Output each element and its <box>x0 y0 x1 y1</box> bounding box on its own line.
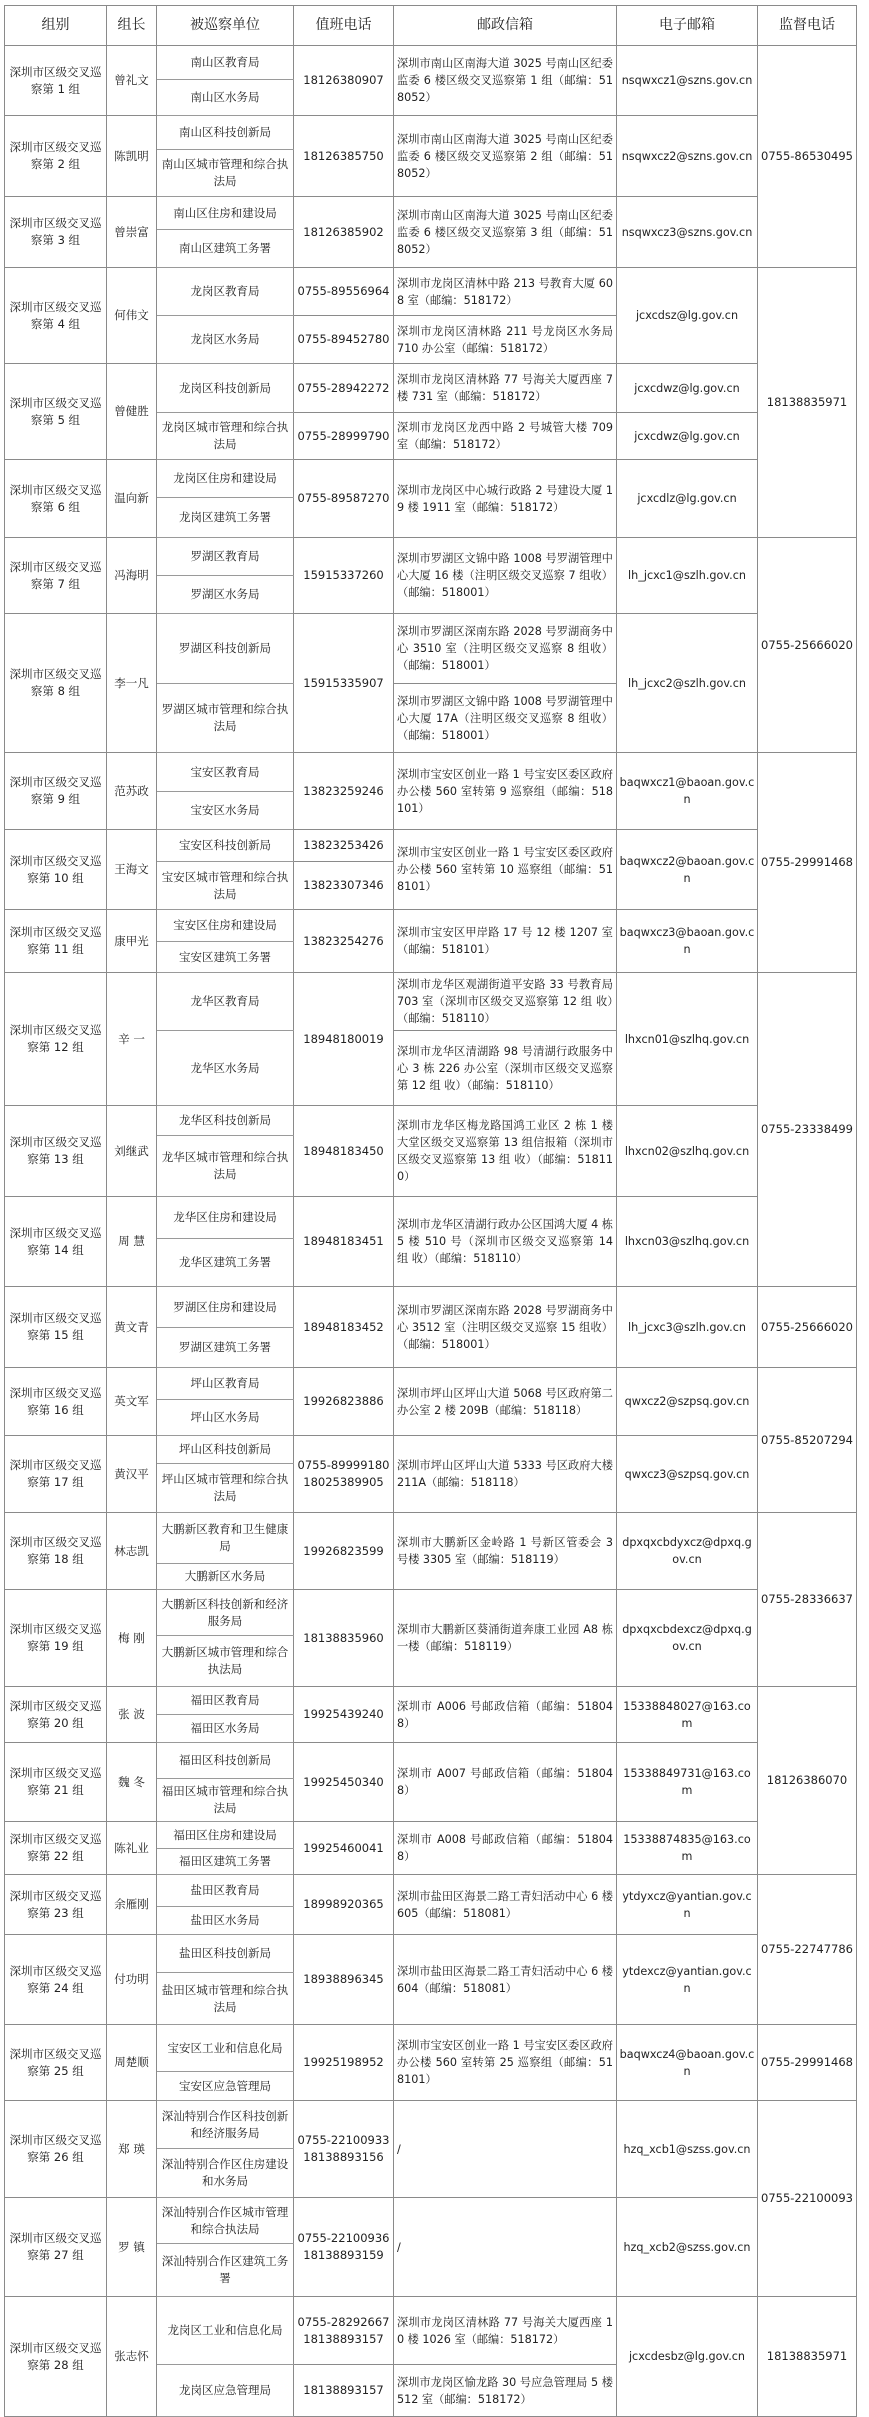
header-email: 电子邮箱 <box>617 6 758 46</box>
table-row <box>5 1287 857 1328</box>
leader-cell: 余雁刚 <box>107 1875 157 1935</box>
group-name-cell: 深圳市区级交叉巡察第 2 组 <box>5 116 107 197</box>
table-row <box>5 1368 857 1400</box>
inspected-unit-cell: 罗湖区城市管理和综合执法局 <box>157 684 294 753</box>
table-row <box>5 364 857 413</box>
leader-cell: 辛 一 <box>107 973 157 1106</box>
mailbox-address-cell: 深圳市盐田区海景二路工青妇活动中心 6 楼 604（邮编：518081） <box>394 1935 617 2025</box>
duty-phone-cell: 0755-89587270 <box>294 460 394 538</box>
email-cell: baqwxcz1@baoan.gov.cn <box>617 753 758 830</box>
inspected-unit-cell: 深汕特别合作区城市管理和综合执法局 <box>157 2198 294 2244</box>
mailbox-address-cell: 深圳市龙岗区清林路 211 号龙岗区水务局 710 办公室（邮编：518172） <box>394 316 617 364</box>
inspected-unit-cell: 大鹏新区科技创新和经济服务局 <box>157 1590 294 1636</box>
inspected-unit-cell: 盐田区水务局 <box>157 1907 294 1935</box>
inspected-unit-cell: 罗湖区住房和建设局 <box>157 1287 294 1328</box>
leader-cell: 黄文青 <box>107 1287 157 1368</box>
leader-cell: 付功明 <box>107 1935 157 2025</box>
supervision-phone-cell: 0755-22100093 <box>758 2101 857 2297</box>
inspected-unit-cell: 福田区住房和建设局 <box>157 1822 294 1849</box>
duty-phone-cell: 0755-28999790 <box>294 413 394 460</box>
duty-phone-cell: 13823259246 <box>294 753 394 830</box>
table-row <box>5 973 857 1031</box>
inspected-unit-cell: 龙岗区工业和信息化局 <box>157 2297 294 2365</box>
mailbox-address-cell: 深圳市龙华区观湖街道平安路 33 号教育局 703 室（深圳市区级交叉巡察第 12 组 收）（邮编：518110） <box>394 973 617 1031</box>
duty-phone-cell: 18138835960 <box>294 1590 394 1687</box>
email-cell: hzq_xcb1@szss.gov.cn <box>617 2101 758 2198</box>
leader-cell: 林志凯 <box>107 1513 157 1590</box>
duty-phone-cell: 18948183450 <box>294 1106 394 1197</box>
inspected-unit-cell: 南山区住房和建设局 <box>157 197 294 230</box>
inspected-unit-cell: 福田区建筑工务署 <box>157 1849 294 1875</box>
duty-phone-cell: 0755-22100936 18138893159 <box>294 2198 394 2297</box>
group-name-cell: 深圳市区级交叉巡察第 25 组 <box>5 2025 107 2101</box>
email-cell: baqwxcz3@baoan.gov.cn <box>617 910 758 973</box>
group-name-cell: 深圳市区级交叉巡察第 7 组 <box>5 538 107 614</box>
duty-phone-cell: 18998920365 <box>294 1875 394 1935</box>
inspected-unit-cell: 宝安区建筑工务署 <box>157 942 294 973</box>
supervision-phone-cell: 0755-22747786 <box>758 1875 857 2025</box>
duty-phone-cell: 18938896345 <box>294 1935 394 2025</box>
inspected-unit-cell: 盐田区科技创新局 <box>157 1935 294 1973</box>
group-name-cell: 深圳市区级交叉巡察第 23 组 <box>5 1875 107 1935</box>
mailbox-address-cell: 深圳市 A007 号邮政信箱（邮编：518048） <box>394 1743 617 1822</box>
table-row <box>5 1197 857 1239</box>
leader-cell: 王海文 <box>107 830 157 910</box>
group-name-cell: 深圳市区级交叉巡察第 1 组 <box>5 46 107 116</box>
table-row <box>5 1590 857 1636</box>
inspected-unit-cell: 罗湖区建筑工务署 <box>157 1328 294 1368</box>
duty-phone-cell: 0755-89556964 <box>294 268 394 316</box>
inspected-unit-cell: 坪山区城市管理和综合执法局 <box>157 1464 294 1513</box>
leader-cell: 黄汉平 <box>107 1436 157 1513</box>
group-name-cell: 深圳市区级交叉巡察第 21 组 <box>5 1743 107 1822</box>
mailbox-address-cell: 深圳市龙岗区清林中路 213 号教育大厦 608 室（邮编：518172） <box>394 268 617 316</box>
table-row <box>5 753 857 792</box>
inspected-unit-cell: 宝安区水务局 <box>157 792 294 830</box>
supervision-phone-cell: 0755-23338499 <box>758 973 857 1287</box>
table-row <box>5 197 857 230</box>
email-cell: baqwxcz2@baoan.gov.cn <box>617 830 758 910</box>
mailbox-address-cell: 深圳市大鹏新区金岭路 1 号新区管委会 3 号楼 3305 室（邮编：518119） <box>394 1513 617 1590</box>
inspected-unit-cell: 宝安区城市管理和综合执法局 <box>157 862 294 910</box>
leader-cell: 罗 镇 <box>107 2198 157 2297</box>
inspected-unit-cell: 深汕特别合作区住房建设和水务局 <box>157 2149 294 2198</box>
inspected-unit-cell: 宝安区住房和建设局 <box>157 910 294 942</box>
group-name-cell: 深圳市区级交叉巡察第 28 组 <box>5 2297 107 2417</box>
duty-phone-cell: 19925450340 <box>294 1743 394 1822</box>
leader-cell: 梅 刚 <box>107 1590 157 1687</box>
group-name-cell: 深圳市区级交叉巡察第 11 组 <box>5 910 107 973</box>
header-mailbox: 邮政信箱 <box>394 6 617 46</box>
inspected-unit-cell: 龙岗区应急管理局 <box>157 2365 294 2417</box>
leader-cell: 曾礼文 <box>107 46 157 116</box>
header-group: 组别 <box>5 6 107 46</box>
table-row <box>5 1106 857 1136</box>
duty-phone-cell: 18126385750 <box>294 116 394 197</box>
table-row <box>5 460 857 498</box>
group-name-cell: 深圳市区级交叉巡察第 15 组 <box>5 1287 107 1368</box>
duty-phone-cell: 0755-89452780 <box>294 316 394 364</box>
duty-phone-cell: 15915337260 <box>294 538 394 614</box>
group-name-cell: 深圳市区级交叉巡察第 6 组 <box>5 460 107 538</box>
leader-cell: 曾健胜 <box>107 364 157 460</box>
inspected-unit-cell: 盐田区城市管理和综合执法局 <box>157 1973 294 2025</box>
mailbox-address-cell: 深圳市龙岗区中心城行政路 2 号建设大厦 19 楼 1911 室（邮编：518172） <box>394 460 617 538</box>
inspected-unit-cell: 龙岗区科技创新局 <box>157 364 294 413</box>
group-name-cell: 深圳市区级交叉巡察第 17 组 <box>5 1436 107 1513</box>
inspected-unit-cell: 盐田区教育局 <box>157 1875 294 1907</box>
leader-cell: 魏 冬 <box>107 1743 157 1822</box>
group-name-cell: 深圳市区级交叉巡察第 26 组 <box>5 2101 107 2198</box>
inspected-unit-cell: 罗湖区水务局 <box>157 576 294 614</box>
table-row <box>5 538 857 576</box>
group-name-cell: 深圳市区级交叉巡察第 27 组 <box>5 2198 107 2297</box>
mailbox-address-cell: 深圳市罗湖区深南东路 2028 号罗湖商务中心 3510 室（注明区级交叉巡察 8 组收）（邮编：518001） <box>394 614 617 684</box>
mailbox-address-cell: 深圳市南山区南海大道 3025 号南山区纪委监委 6 楼区级交叉巡察第 3 组（邮编：518052） <box>394 197 617 268</box>
duty-phone-cell: 0755-28942272 <box>294 364 394 413</box>
leader-cell: 张 波 <box>107 1687 157 1743</box>
mailbox-address-cell: 深圳市宝安区甲岸路 17 号 12 楼 1207 室（邮编：518101） <box>394 910 617 973</box>
header-leader: 组长 <box>107 6 157 46</box>
table-body <box>5 46 857 2417</box>
mailbox-address-cell: 深圳市大鹏新区葵涌街道奔康工业园 A8 栋一楼（邮编：518119） <box>394 1590 617 1687</box>
duty-phone-cell: 0755-22100933 18138893156 <box>294 2101 394 2198</box>
mailbox-address-cell: 深圳市龙岗区清林路 77 号海关大厦西座 10 楼 1026 室（邮编：518172） <box>394 2297 617 2365</box>
inspected-unit-cell: 龙华区科技创新局 <box>157 1106 294 1136</box>
email-cell: nsqwxcz1@szns.gov.cn <box>617 46 758 116</box>
table-row <box>5 910 857 942</box>
mailbox-address-cell: 深圳市罗湖区文锦中路 1008 号罗湖管理中心大厦 17A（注明区级交叉巡察 8 组收）（邮编：518001） <box>394 684 617 753</box>
leader-cell: 何伟文 <box>107 268 157 364</box>
group-name-cell: 深圳市区级交叉巡察第 22 组 <box>5 1822 107 1875</box>
group-name-cell: 深圳市区级交叉巡察第 10 组 <box>5 830 107 910</box>
mailbox-address-cell: 深圳市宝安区创业一路 1 号宝安区委区政府办公楼 560 室转第 25 巡察组（邮编：518101） <box>394 2025 617 2101</box>
mailbox-address-cell: 深圳市坪山区坪山大道 5333 号区政府大楼 211A（邮编：518118） <box>394 1436 617 1513</box>
group-name-cell: 深圳市区级交叉巡察第 9 组 <box>5 753 107 830</box>
email-cell: baqwxcz4@baoan.gov.cn <box>617 2025 758 2101</box>
inspected-unit-cell: 南山区教育局 <box>157 46 294 80</box>
table-row <box>5 2025 857 2072</box>
table-row <box>5 1935 857 1973</box>
leader-cell: 陈凯明 <box>107 116 157 197</box>
mailbox-address-cell: 深圳市南山区南海大道 3025 号南山区纪委监委 6 楼区级交叉巡察第 2 组（邮编：518052） <box>394 116 617 197</box>
mailbox-address-cell: 深圳市龙华区清湖路 98 号清湖行政服务中心 3 栋 226 办公室（深圳市区级交叉巡察第 12 组 收）（邮编：518110） <box>394 1031 617 1106</box>
group-name-cell: 深圳市区级交叉巡察第 3 组 <box>5 197 107 268</box>
mailbox-address-cell: 深圳市罗湖区文锦中路 1008 号罗湖管理中心大厦 16 楼（注明区级交叉巡察 7 组收）（邮编：518001） <box>394 538 617 614</box>
mailbox-address-cell: 深圳市宝安区创业一路 1 号宝安区委区政府办公楼 560 室转第 9 巡察组（邮编：518101） <box>394 753 617 830</box>
email-cell: 15338848027@163.com <box>617 1687 758 1743</box>
duty-phone-cell: 18948180019 <box>294 973 394 1106</box>
inspected-unit-cell: 龙岗区水务局 <box>157 316 294 364</box>
group-name-cell: 深圳市区级交叉巡察第 8 组 <box>5 614 107 753</box>
table-row <box>5 830 857 862</box>
mailbox-address-cell: 深圳市南山区南海大道 3025 号南山区纪委监委 6 楼区级交叉巡察第 1 组（邮编：518052） <box>394 46 617 116</box>
mailbox-address-cell: 深圳市 A008 号邮政信箱（邮编：518048） <box>394 1822 617 1875</box>
email-cell: lh_jcxc3@szlh.gov.cn <box>617 1287 758 1368</box>
table-row <box>5 1436 857 1464</box>
email-cell: dpxqxcbdyxcz@dpxq.gov.cn <box>617 1513 758 1590</box>
duty-phone-cell: 19925198952 <box>294 2025 394 2101</box>
duty-phone-cell: 19926823599 <box>294 1513 394 1590</box>
inspected-unit-cell: 福田区科技创新局 <box>157 1743 294 1779</box>
email-cell: qwxcz2@szpsq.gov.cn <box>617 1368 758 1436</box>
inspected-unit-cell: 大鹏新区教育和卫生健康局 <box>157 1513 294 1564</box>
email-cell: ytdyxcz@yantian.gov.cn <box>617 1875 758 1935</box>
email-cell: nsqwxcz3@szns.gov.cn <box>617 197 758 268</box>
table-row <box>5 46 857 80</box>
supervision-phone-cell: 0755-85207294 <box>758 1368 857 1513</box>
duty-phone-cell: 0755-28292667 18138893157 <box>294 2297 394 2365</box>
duty-phone-cell: 18126380907 <box>294 46 394 116</box>
mailbox-address-cell: 深圳市坪山区坪山大道 5068 号区政府第二办公室 2 楼 209B（邮编：518118） <box>394 1368 617 1436</box>
email-cell: jcxcdesbz@lg.gov.cn <box>617 2297 758 2417</box>
mailbox-address-cell: 深圳市龙岗区愉龙路 30 号应急管理局 5 楼 512 室（邮编：518172） <box>394 2365 617 2417</box>
inspected-unit-cell: 南山区科技创新局 <box>157 116 294 150</box>
header-supervision-phone: 监督电话 <box>758 6 857 46</box>
duty-phone-cell: 13823253426 <box>294 830 394 862</box>
email-cell: qwxcz3@szpsq.gov.cn <box>617 1436 758 1513</box>
patrol-contact-table <box>4 5 857 2417</box>
table-row <box>5 1687 857 1715</box>
group-name-cell: 深圳市区级交叉巡察第 19 组 <box>5 1590 107 1687</box>
group-name-cell: 深圳市区级交叉巡察第 16 组 <box>5 1368 107 1436</box>
mailbox-address-cell: 深圳市龙华区梅龙路国鸿工业区 2 栋 1 楼大堂区级交叉巡察第 13 组信报箱（深圳市区级交叉巡察第 13 组 收）（邮编：518110） <box>394 1106 617 1197</box>
leader-cell: 康甲光 <box>107 910 157 973</box>
leader-cell: 陈礼业 <box>107 1822 157 1875</box>
inspected-unit-cell: 龙华区水务局 <box>157 1031 294 1106</box>
mailbox-address-cell: / <box>394 2101 617 2198</box>
leader-cell: 冯海明 <box>107 538 157 614</box>
table-row <box>5 1513 857 1564</box>
mailbox-address-cell: 深圳市盐田区海景二路工青妇活动中心 6 楼 605（邮编：518081） <box>394 1875 617 1935</box>
table-header-row <box>5 6 857 46</box>
mailbox-address-cell: 深圳市龙华区清湖行政办公区国鸿大厦 4 栋 5 楼 510 号（深圳市区级交叉巡察第 14 组 收）（邮编：518110） <box>394 1197 617 1287</box>
email-cell: ytdexcz@yantian.gov.cn <box>617 1935 758 2025</box>
email-cell: 15338849731@163.com <box>617 1743 758 1822</box>
email-cell: nsqwxcz2@szns.gov.cn <box>617 116 758 197</box>
leader-cell: 英文军 <box>107 1368 157 1436</box>
duty-phone-cell: 18948183452 <box>294 1287 394 1368</box>
supervision-phone-cell: 0755-28336637 <box>758 1513 857 1687</box>
mailbox-address-cell: 深圳市龙岗区龙西中路 2 号城管大楼 709 室（邮编：518172） <box>394 413 617 460</box>
inspected-unit-cell: 龙华区城市管理和综合执法局 <box>157 1136 294 1197</box>
table-row <box>5 2101 857 2149</box>
inspected-unit-cell: 龙岗区建筑工务署 <box>157 498 294 538</box>
mailbox-address-cell: 深圳市罗湖区深南东路 2028 号罗湖商务中心 3512 室（注明区级交叉巡察 15 组收）（邮编：518001） <box>394 1287 617 1368</box>
supervision-phone-cell: 18138835971 <box>758 2297 857 2417</box>
duty-phone-cell: 13823307346 <box>294 862 394 910</box>
table-row <box>5 1822 857 1849</box>
leader-cell: 周 慧 <box>107 1197 157 1287</box>
leader-cell: 周楚顺 <box>107 2025 157 2101</box>
leader-cell: 李一凡 <box>107 614 157 753</box>
email-cell: jcxcdsz@lg.gov.cn <box>617 268 758 364</box>
inspected-unit-cell: 大鹏新区水务局 <box>157 1564 294 1590</box>
group-name-cell: 深圳市区级交叉巡察第 13 组 <box>5 1106 107 1197</box>
inspected-unit-cell: 宝安区工业和信息化局 <box>157 2025 294 2072</box>
email-cell: lh_jcxc1@szlh.gov.cn <box>617 538 758 614</box>
supervision-phone-cell: 18126386070 <box>758 1687 857 1875</box>
supervision-phone-cell: 18138835971 <box>758 268 857 538</box>
group-name-cell: 深圳市区级交叉巡察第 12 组 <box>5 973 107 1106</box>
inspected-unit-cell: 龙华区建筑工务署 <box>157 1239 294 1287</box>
duty-phone-cell: 18138893157 <box>294 2365 394 2417</box>
table-row <box>5 1875 857 1907</box>
email-cell: jcxcdwz@lg.gov.cn <box>617 364 758 413</box>
leader-cell: 曾崇富 <box>107 197 157 268</box>
duty-phone-cell: 13823254276 <box>294 910 394 973</box>
inspected-unit-cell: 福田区城市管理和综合执法局 <box>157 1779 294 1822</box>
header-unit: 被巡察单位 <box>157 6 294 46</box>
group-name-cell: 深圳市区级交叉巡察第 14 组 <box>5 1197 107 1287</box>
duty-phone-cell: 15915335907 <box>294 614 394 753</box>
mailbox-address-cell: 深圳市宝安区创业一路 1 号宝安区委区政府办公楼 560 室转第 10 巡察组（邮编：518101） <box>394 830 617 910</box>
inspected-unit-cell: 罗湖区教育局 <box>157 538 294 576</box>
leader-cell: 张志怀 <box>107 2297 157 2417</box>
inspected-unit-cell: 南山区城市管理和综合执法局 <box>157 150 294 197</box>
inspected-unit-cell: 龙岗区住房和建设局 <box>157 460 294 498</box>
inspected-unit-cell: 宝安区科技创新局 <box>157 830 294 862</box>
inspected-unit-cell: 宝安区教育局 <box>157 753 294 792</box>
group-name-cell: 深圳市区级交叉巡察第 20 组 <box>5 1687 107 1743</box>
leader-cell: 刘继武 <box>107 1106 157 1197</box>
supervision-phone-cell: 0755-86530495 <box>758 46 857 268</box>
group-name-cell: 深圳市区级交叉巡察第 4 组 <box>5 268 107 364</box>
email-cell: jcxcdlz@lg.gov.cn <box>617 460 758 538</box>
inspected-unit-cell: 坪山区水务局 <box>157 1400 294 1436</box>
leader-cell: 范苏政 <box>107 753 157 830</box>
header-duty-phone: 值班电话 <box>294 6 394 46</box>
inspected-unit-cell: 南山区建筑工务署 <box>157 230 294 268</box>
inspected-unit-cell: 福田区水务局 <box>157 1715 294 1743</box>
inspected-unit-cell: 龙华区教育局 <box>157 973 294 1031</box>
supervision-phone-cell: 0755-25666020 <box>758 1287 857 1368</box>
group-name-cell: 深圳市区级交叉巡察第 5 组 <box>5 364 107 460</box>
inspected-unit-cell: 罗湖区科技创新局 <box>157 614 294 684</box>
duty-phone-cell: 18126385902 <box>294 197 394 268</box>
inspected-unit-cell: 深汕特别合作区科技创新和经济服务局 <box>157 2101 294 2149</box>
group-name-cell: 深圳市区级交叉巡察第 18 组 <box>5 1513 107 1590</box>
email-cell: jcxcdwz@lg.gov.cn <box>617 413 758 460</box>
email-cell: 15338874835@163.com <box>617 1822 758 1875</box>
inspected-unit-cell: 龙华区住房和建设局 <box>157 1197 294 1239</box>
duty-phone-cell: 19925439240 <box>294 1687 394 1743</box>
table-row <box>5 614 857 684</box>
inspected-unit-cell: 深汕特别合作区建筑工务署 <box>157 2244 294 2297</box>
email-cell: lhxcn03@szlhq.gov.cn <box>617 1197 758 1287</box>
inspected-unit-cell: 大鹏新区城市管理和综合执法局 <box>157 1636 294 1687</box>
inspected-unit-cell: 坪山区教育局 <box>157 1368 294 1400</box>
leader-cell: 温向新 <box>107 460 157 538</box>
email-cell: lh_jcxc2@szlh.gov.cn <box>617 614 758 753</box>
email-cell: lhxcn01@szlhq.gov.cn <box>617 973 758 1106</box>
table-row <box>5 1743 857 1779</box>
leader-cell: 郑 瑛 <box>107 2101 157 2198</box>
duty-phone-cell: 19925460041 <box>294 1822 394 1875</box>
duty-phone-cell: 18948183451 <box>294 1197 394 1287</box>
duty-phone-cell: 0755-89999180 18025389905 <box>294 1436 394 1513</box>
inspected-unit-cell: 坪山区科技创新局 <box>157 1436 294 1464</box>
inspected-unit-cell: 宝安区应急管理局 <box>157 2072 294 2101</box>
email-cell: dpxqxcbdexcz@dpxq.gov.cn <box>617 1590 758 1687</box>
table-row <box>5 268 857 316</box>
inspected-unit-cell: 南山区水务局 <box>157 80 294 116</box>
inspected-unit-cell: 龙岗区教育局 <box>157 268 294 316</box>
table-row <box>5 2297 857 2365</box>
supervision-phone-cell: 0755-29991468 <box>758 2025 857 2101</box>
table-row <box>5 2198 857 2244</box>
supervision-phone-cell: 0755-29991468 <box>758 753 857 973</box>
inspected-unit-cell: 福田区教育局 <box>157 1687 294 1715</box>
supervision-phone-cell: 0755-25666020 <box>758 538 857 753</box>
email-cell: lhxcn02@szlhq.gov.cn <box>617 1106 758 1197</box>
mailbox-address-cell: / <box>394 2198 617 2297</box>
mailbox-address-cell: 深圳市 A006 号邮政信箱（邮编：518048） <box>394 1687 617 1743</box>
inspected-unit-cell: 龙岗区城市管理和综合执法局 <box>157 413 294 460</box>
mailbox-address-cell: 深圳市龙岗区清林路 77 号海关大厦西座 7 楼 731 室（邮编：518172） <box>394 364 617 413</box>
duty-phone-cell: 19926823886 <box>294 1368 394 1436</box>
email-cell: hzq_xcb2@szss.gov.cn <box>617 2198 758 2297</box>
group-name-cell: 深圳市区级交叉巡察第 24 组 <box>5 1935 107 2025</box>
table-row <box>5 116 857 150</box>
